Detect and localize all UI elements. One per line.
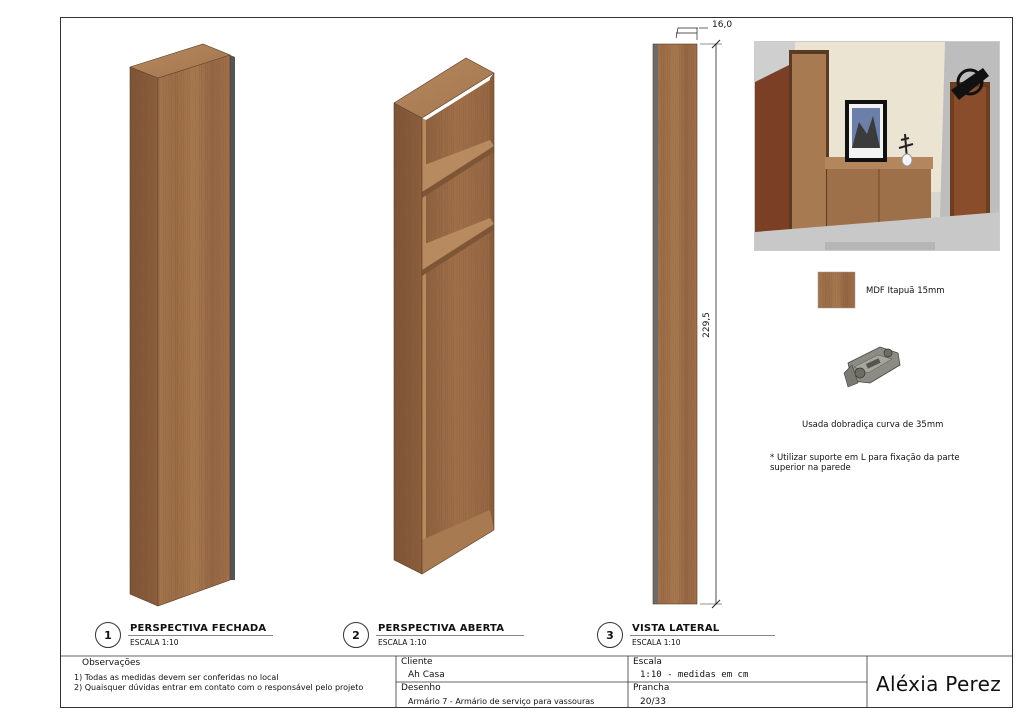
closed-cabinet-drawing (130, 44, 235, 606)
view-scale-3: ESCALA 1:10 (632, 638, 681, 647)
observations-label: Observações (82, 658, 141, 668)
height-dimension: 229,5 (701, 312, 712, 338)
sheet-label: Prancha (633, 683, 670, 693)
open-cabinet-drawing (394, 58, 494, 574)
width-dimension: 16,0 (712, 20, 733, 30)
observation-1: 1) Todas as medidas devem ser conferidas no local (74, 673, 279, 682)
view-scale-2: ESCALA 1:10 (378, 638, 427, 647)
view-underline-2 (376, 635, 524, 636)
view-number-1: 1 (95, 622, 121, 648)
client-value: Ah Casa (408, 670, 445, 680)
scale-label: Escala (633, 657, 662, 667)
view-number-3: 3 (597, 622, 623, 648)
view-number-2: 2 (343, 622, 369, 648)
drawing-value: Armário 7 - Armário de serviço para vassouras (408, 697, 595, 706)
hinge-caption: Usada dobradiça curva de 35mm (802, 420, 944, 430)
material-swatch (818, 272, 855, 308)
view-title-1: PERSPECTIVA FECHADA (130, 623, 267, 634)
observation-2: 2) Quaisquer dúvidas entrar em contato com o responsável pelo projeto (74, 683, 364, 692)
sheet-value: 20/33 (640, 697, 666, 707)
view-underline-3 (630, 635, 775, 636)
view-title-3: VISTA LATERAL (632, 623, 720, 634)
view-title-2: PERSPECTIVA ABERTA (378, 623, 505, 634)
client-label: Cliente (401, 657, 433, 667)
material-label: MDF Itapuã 15mm (866, 286, 945, 296)
support-note: * Utilizar suporte em L para fixação da parte superior na parede (770, 453, 960, 473)
reference-photo (754, 41, 1000, 251)
designer-name: Aléxia Perez (876, 672, 1002, 696)
drawing-label: Desenho (401, 683, 441, 693)
view-underline-1 (128, 635, 273, 636)
scale-value: 1:10 - medidas em cm (640, 670, 749, 680)
view-scale-1: ESCALA 1:10 (130, 638, 179, 647)
hinge-image (844, 347, 900, 387)
